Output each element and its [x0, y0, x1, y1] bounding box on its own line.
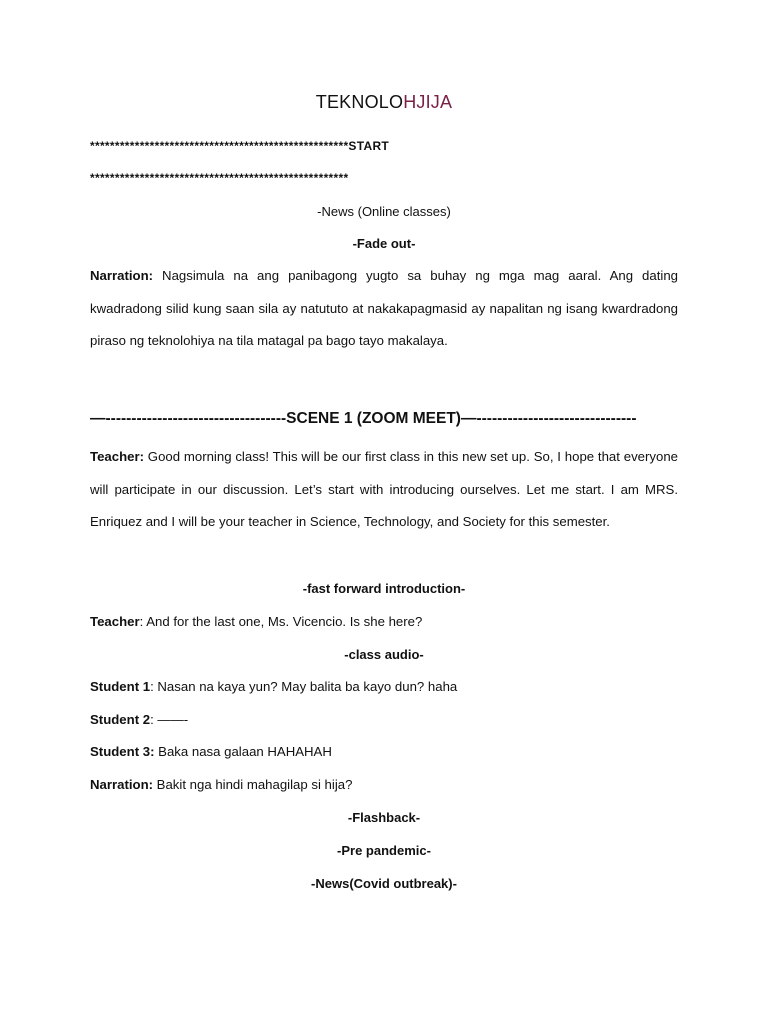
separator-stars: **************************************************** — [90, 171, 349, 185]
student2-label: Student 2 — [90, 712, 151, 727]
narration-line-2 — [90, 777, 678, 792]
narration-line-text: Bakit nga hindi mahagilap si hija? — [153, 777, 353, 792]
narration-label: Narration: — [90, 268, 154, 283]
news-covid-cue: -News(Covid outbreak)- — [311, 876, 457, 891]
start-marker: ****************************************************START — [90, 139, 390, 153]
student1-line — [90, 679, 678, 694]
fade-out-cue: -Fade out- — [352, 236, 416, 251]
student1-text: : Nasan na kaya yun? May balita ba kayo dun? haha — [150, 679, 458, 694]
narration-paragraph-1 — [90, 260, 678, 358]
student3-label: Student 3: — [90, 744, 155, 759]
scene-heading: —-----------------------------------SCENE 1 (ZOOM MEET)—------------------------------- — [90, 410, 637, 427]
narration-text: Nagsimula na ang panibagong yugto sa buhay ng mga mag aaral. Ang dating kwadradong silid kung saan sila ay natututo at nakakapagmasid ay napalitan ng isang kwardradong piraso ng teknolohiya na tila matagal pa bago tayo makalaya. — [90, 268, 678, 349]
news-online-cue: -News (Online classes) — [317, 204, 451, 219]
student2-text: : ——- — [150, 712, 189, 727]
flashback-cue: -Flashback- — [347, 810, 421, 825]
teacher-label: Teacher — [90, 614, 140, 629]
title-main: TEKNOLO — [315, 92, 404, 112]
document-title — [0, 92, 768, 113]
student2-line — [90, 712, 678, 727]
student1-label: Student 1 — [90, 679, 151, 694]
teacher-text: Good morning class! This will be our first class in this new set up. So, I hope that everyone will participate in our discussion. Let’s start with introducing ourselves. Let me start. I am MRS. Enriquez and I will be your teacher in Science, Technology, and Society for this semester. — [90, 449, 678, 530]
teacher-paragraph — [90, 441, 678, 539]
title-accent: HJIJA — [403, 92, 453, 112]
fast-forward-cue: -fast forward introduction- — [302, 581, 466, 596]
narration-label: Narration: — [90, 777, 154, 792]
teacher-label: Teacher: — [90, 449, 144, 464]
student3-text: Baka nasa galaan HAHAHAH — [154, 744, 332, 759]
class-audio-cue: -class audio- — [344, 647, 424, 662]
student3-line — [90, 744, 678, 759]
teacher-line-text: : And for the last one, Ms. Vicencio. Is she here? — [139, 614, 423, 629]
teacher-line — [90, 614, 678, 629]
pre-pandemic-cue: -Pre pandemic- — [337, 843, 431, 858]
